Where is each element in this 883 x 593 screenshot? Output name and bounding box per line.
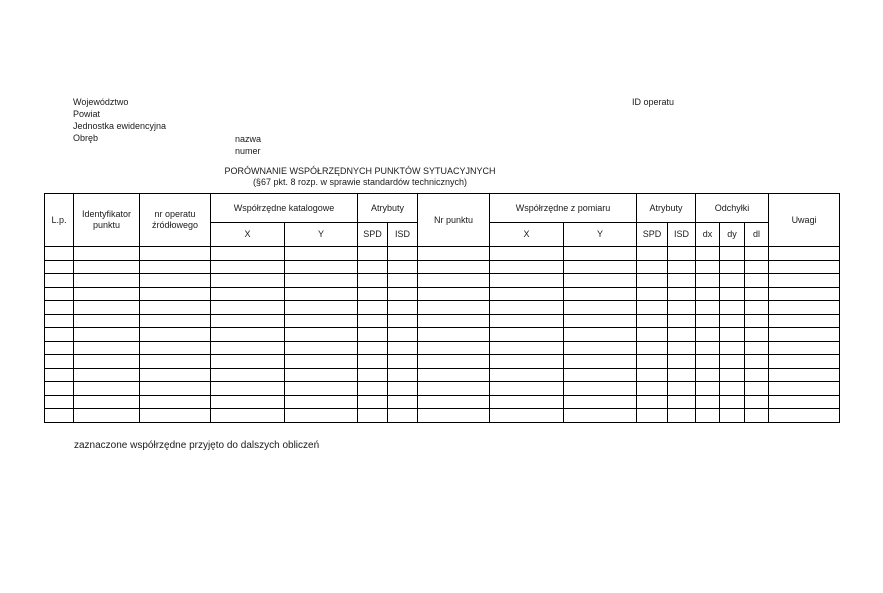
table-cell[interactable] <box>637 314 668 328</box>
table-cell[interactable] <box>696 341 720 355</box>
table-cell[interactable] <box>140 409 211 423</box>
table-cell[interactable] <box>211 341 285 355</box>
table-cell[interactable] <box>45 287 74 301</box>
table-cell[interactable] <box>668 260 696 274</box>
table-cell[interactable] <box>285 314 358 328</box>
table-cell[interactable] <box>745 328 769 342</box>
table-cell[interactable] <box>696 382 720 396</box>
table-cell[interactable] <box>490 395 564 409</box>
table-row <box>45 301 840 315</box>
table-cell[interactable] <box>564 274 637 288</box>
table-cell[interactable] <box>285 260 358 274</box>
table-cell[interactable] <box>418 274 490 288</box>
table-cell[interactable] <box>696 314 720 328</box>
table-cell[interactable] <box>745 355 769 369</box>
document-title-block <box>200 166 520 188</box>
table-cell[interactable] <box>285 409 358 423</box>
sub-header-isd-2: ISD <box>668 223 696 247</box>
sub-header-dl: dl <box>745 223 769 247</box>
table-cell[interactable] <box>564 368 637 382</box>
table-cell[interactable] <box>769 368 840 382</box>
table-cell[interactable] <box>696 409 720 423</box>
table-row <box>45 355 840 369</box>
table-cell[interactable] <box>418 287 490 301</box>
table-cell[interactable] <box>668 287 696 301</box>
table-cell[interactable] <box>211 247 285 261</box>
table-cell[interactable] <box>668 328 696 342</box>
table-cell[interactable] <box>45 395 74 409</box>
table-cell[interactable] <box>388 260 418 274</box>
table-cell[interactable] <box>564 247 637 261</box>
table-cell[interactable] <box>490 314 564 328</box>
table-cell[interactable] <box>769 260 840 274</box>
column-header-remarks: Uwagi <box>769 194 840 247</box>
table-cell[interactable] <box>696 260 720 274</box>
table-cell[interactable] <box>769 395 840 409</box>
table-cell[interactable] <box>490 274 564 288</box>
table-cell[interactable] <box>285 355 358 369</box>
table-cell[interactable] <box>45 247 74 261</box>
table-cell[interactable] <box>140 341 211 355</box>
number-label: numer <box>235 146 261 156</box>
table-row <box>45 287 840 301</box>
table-row <box>45 341 840 355</box>
table-cell[interactable] <box>745 409 769 423</box>
table-cell[interactable] <box>74 260 140 274</box>
table-cell[interactable] <box>668 247 696 261</box>
table-cell[interactable] <box>388 355 418 369</box>
table-cell[interactable] <box>564 314 637 328</box>
table-cell[interactable] <box>637 301 668 315</box>
table-cell[interactable] <box>745 247 769 261</box>
table-cell[interactable] <box>358 260 388 274</box>
table-cell[interactable] <box>720 287 745 301</box>
table-cell[interactable] <box>45 355 74 369</box>
table-cell[interactable] <box>769 341 840 355</box>
table-row <box>45 382 840 396</box>
table-cell[interactable] <box>668 409 696 423</box>
table-cell[interactable] <box>211 314 285 328</box>
table-body <box>45 247 840 423</box>
group-header-catalog-coordinates: Współrzędne katalogowe <box>211 194 358 223</box>
table-cell[interactable] <box>211 328 285 342</box>
table-cell[interactable] <box>418 382 490 396</box>
table-cell[interactable] <box>668 355 696 369</box>
table-cell[interactable] <box>769 274 840 288</box>
document-subtitle: (§67 pkt. 8 rozp. w sprawie standardów technicznych) <box>252 177 468 187</box>
table-cell[interactable] <box>388 409 418 423</box>
table-cell[interactable] <box>388 301 418 315</box>
column-header-lp: L.p. <box>45 194 74 247</box>
table-cell[interactable] <box>140 287 211 301</box>
table-cell[interactable] <box>388 368 418 382</box>
table-cell[interactable] <box>418 355 490 369</box>
table-cell[interactable] <box>285 368 358 382</box>
table-cell[interactable] <box>211 368 285 382</box>
county-label: Powiat <box>73 109 101 119</box>
table-cell[interactable] <box>720 314 745 328</box>
table-cell[interactable] <box>668 314 696 328</box>
table-cell[interactable] <box>490 355 564 369</box>
table-cell[interactable] <box>74 314 140 328</box>
table-row <box>45 247 840 261</box>
table-cell[interactable] <box>74 247 140 261</box>
table-cell[interactable] <box>769 328 840 342</box>
sub-header-dx: dx <box>696 223 720 247</box>
table-cell[interactable] <box>637 355 668 369</box>
table-cell[interactable] <box>388 328 418 342</box>
table-cell[interactable] <box>668 368 696 382</box>
table-cell[interactable] <box>358 395 388 409</box>
table-cell[interactable] <box>388 287 418 301</box>
table-cell[interactable] <box>720 328 745 342</box>
table-cell[interactable] <box>769 314 840 328</box>
sub-header-isd: ISD <box>388 223 418 247</box>
column-header-point-id: Identyfikator punktu <box>74 194 140 247</box>
table-cell[interactable] <box>45 409 74 423</box>
table-cell[interactable] <box>696 355 720 369</box>
table-cell[interactable] <box>140 368 211 382</box>
table-cell[interactable] <box>418 314 490 328</box>
table-cell[interactable] <box>388 395 418 409</box>
table-cell[interactable] <box>74 274 140 288</box>
table-cell[interactable] <box>490 301 564 315</box>
table-cell[interactable] <box>769 247 840 261</box>
table-cell[interactable] <box>637 341 668 355</box>
table-row <box>45 395 840 409</box>
table-cell[interactable] <box>418 328 490 342</box>
table-cell[interactable] <box>418 341 490 355</box>
table-cell[interactable] <box>564 409 637 423</box>
table-cell[interactable] <box>769 382 840 396</box>
table-cell[interactable] <box>45 368 74 382</box>
table-cell[interactable] <box>418 247 490 261</box>
table-cell[interactable] <box>564 328 637 342</box>
footer-note: zaznaczone współrzędne przyjęto do dalszych obliczeń <box>74 440 320 451</box>
table-cell[interactable] <box>418 409 490 423</box>
table-cell[interactable] <box>285 247 358 261</box>
table-cell[interactable] <box>769 409 840 423</box>
table-cell[interactable] <box>358 355 388 369</box>
table-cell[interactable] <box>358 247 388 261</box>
group-header-deviations: Odchyłki <box>696 194 769 223</box>
table-cell[interactable] <box>358 409 388 423</box>
sub-header-measured-y: Y <box>564 223 637 247</box>
header-name-number-labels <box>235 133 261 157</box>
table-cell[interactable] <box>45 314 74 328</box>
table-cell[interactable] <box>696 247 720 261</box>
table-cell[interactable] <box>668 274 696 288</box>
table-cell[interactable] <box>74 328 140 342</box>
group-header-attributes: Atrybuty <box>358 194 418 223</box>
sub-header-measured-x: X <box>490 223 564 247</box>
table-cell[interactable] <box>745 287 769 301</box>
table-cell[interactable] <box>211 287 285 301</box>
table-row <box>45 274 840 288</box>
table-cell[interactable] <box>668 301 696 315</box>
table-cell[interactable] <box>490 341 564 355</box>
table-cell[interactable] <box>418 301 490 315</box>
table-cell[interactable] <box>285 287 358 301</box>
table-cell[interactable] <box>637 287 668 301</box>
table-cell[interactable] <box>745 341 769 355</box>
table-cell[interactable] <box>745 382 769 396</box>
table-row <box>45 409 840 423</box>
table-cell[interactable] <box>74 301 140 315</box>
table-row <box>45 314 840 328</box>
table-cell[interactable] <box>769 301 840 315</box>
table-cell[interactable] <box>720 274 745 288</box>
table-cell[interactable] <box>388 274 418 288</box>
table-cell[interactable] <box>285 395 358 409</box>
table-cell[interactable] <box>720 247 745 261</box>
table-cell[interactable] <box>211 260 285 274</box>
table-cell[interactable] <box>720 355 745 369</box>
sub-header-spd-2: SPD <box>637 223 668 247</box>
table-cell[interactable] <box>637 328 668 342</box>
table-cell[interactable] <box>564 382 637 396</box>
table-cell[interactable] <box>418 260 490 274</box>
comparison-table <box>44 193 840 423</box>
table-row <box>45 260 840 274</box>
table-cell[interactable] <box>564 341 637 355</box>
table-cell[interactable] <box>490 247 564 261</box>
table-cell[interactable] <box>668 341 696 355</box>
table-cell[interactable] <box>140 382 211 396</box>
registration-unit-label: Jednostka ewidencyjna <box>73 121 167 131</box>
table-cell[interactable] <box>720 260 745 274</box>
table-cell[interactable] <box>74 368 140 382</box>
table-cell[interactable] <box>140 328 211 342</box>
table-cell[interactable] <box>211 409 285 423</box>
table-row <box>45 328 840 342</box>
table-cell[interactable] <box>45 274 74 288</box>
table-cell[interactable] <box>490 287 564 301</box>
table-cell[interactable] <box>745 260 769 274</box>
table-cell[interactable] <box>745 274 769 288</box>
table-cell[interactable] <box>74 355 140 369</box>
table-cell[interactable] <box>490 260 564 274</box>
table-cell[interactable] <box>285 341 358 355</box>
table-cell[interactable] <box>140 355 211 369</box>
column-header-source-operation: nr operatu źródłowego <box>140 194 211 247</box>
table-cell[interactable] <box>211 395 285 409</box>
table-cell[interactable] <box>388 314 418 328</box>
table-cell[interactable] <box>564 395 637 409</box>
table-cell[interactable] <box>564 260 637 274</box>
table-cell[interactable] <box>211 301 285 315</box>
table-cell[interactable] <box>745 314 769 328</box>
group-header-attributes-2: Atrybuty <box>637 194 696 223</box>
table-cell[interactable] <box>140 274 211 288</box>
table-cell[interactable] <box>696 274 720 288</box>
table-cell[interactable] <box>211 382 285 396</box>
table-cell[interactable] <box>45 260 74 274</box>
table-cell[interactable] <box>45 328 74 342</box>
table-cell[interactable] <box>696 395 720 409</box>
table-cell[interactable] <box>720 301 745 315</box>
table-cell[interactable] <box>720 382 745 396</box>
table-cell[interactable] <box>45 301 74 315</box>
table-cell[interactable] <box>211 355 285 369</box>
table-cell[interactable] <box>696 287 720 301</box>
table-cell[interactable] <box>74 382 140 396</box>
table-cell[interactable] <box>490 328 564 342</box>
sub-header-spd: SPD <box>358 223 388 247</box>
table-cell[interactable] <box>637 409 668 423</box>
table-cell[interactable] <box>418 395 490 409</box>
table-cell[interactable] <box>140 314 211 328</box>
sub-header-catalog-y: Y <box>285 223 358 247</box>
table-cell[interactable] <box>211 274 285 288</box>
table-cell[interactable] <box>637 395 668 409</box>
table-cell[interactable] <box>720 395 745 409</box>
precinct-label: Obręb <box>73 133 99 143</box>
table-cell[interactable] <box>74 409 140 423</box>
table-cell[interactable] <box>358 341 388 355</box>
sub-header-dy: dy <box>720 223 745 247</box>
table-cell[interactable] <box>637 368 668 382</box>
table-cell[interactable] <box>358 368 388 382</box>
table-cell[interactable] <box>745 395 769 409</box>
document-title: PORÓWNANIE WSPÓŁRZĘDNYCH PUNKTÓW SYTUACYJNYCH <box>224 166 496 176</box>
table-cell[interactable] <box>745 368 769 382</box>
table-cell[interactable] <box>358 382 388 396</box>
table-cell[interactable] <box>285 382 358 396</box>
table-cell[interactable] <box>637 274 668 288</box>
table-cell[interactable] <box>358 314 388 328</box>
table-cell[interactable] <box>388 382 418 396</box>
table-cell[interactable] <box>564 301 637 315</box>
table-cell[interactable] <box>140 260 211 274</box>
table-cell[interactable] <box>564 287 637 301</box>
table-cell[interactable] <box>45 382 74 396</box>
table-cell[interactable] <box>140 395 211 409</box>
table-cell[interactable] <box>769 355 840 369</box>
table-cell[interactable] <box>745 301 769 315</box>
table-cell[interactable] <box>637 260 668 274</box>
table-cell[interactable] <box>74 395 140 409</box>
table-cell[interactable] <box>696 328 720 342</box>
name-label: nazwa <box>235 134 262 144</box>
voivodeship-label: Województwo <box>73 97 129 107</box>
table-cell[interactable] <box>285 301 358 315</box>
column-header-point-number: Nr punktu <box>418 194 490 247</box>
sub-header-catalog-x: X <box>211 223 285 247</box>
table-cell[interactable] <box>418 368 490 382</box>
table-cell[interactable] <box>668 395 696 409</box>
table-row <box>45 368 840 382</box>
table-cell[interactable] <box>45 341 74 355</box>
table-cell[interactable] <box>358 287 388 301</box>
header-location-labels <box>73 96 166 144</box>
table-cell[interactable] <box>358 301 388 315</box>
table-cell[interactable] <box>490 368 564 382</box>
table-cell[interactable] <box>668 382 696 396</box>
table-cell[interactable] <box>769 287 840 301</box>
table-cell[interactable] <box>285 274 358 288</box>
operation-id-label: ID operatu <box>632 97 675 107</box>
table-cell[interactable] <box>720 368 745 382</box>
table-cell[interactable] <box>696 301 720 315</box>
group-header-measured-coordinates: Współrzędne z pomiaru <box>490 194 637 223</box>
table-cell[interactable] <box>490 409 564 423</box>
table-cell[interactable] <box>74 287 140 301</box>
table-cell[interactable] <box>564 355 637 369</box>
table-cell[interactable] <box>358 328 388 342</box>
table-cell[interactable] <box>140 247 211 261</box>
table-cell[interactable] <box>140 301 211 315</box>
table-cell[interactable] <box>720 341 745 355</box>
table-cell[interactable] <box>388 247 418 261</box>
table-cell[interactable] <box>696 368 720 382</box>
table-cell[interactable] <box>490 382 564 396</box>
table-cell[interactable] <box>358 274 388 288</box>
table-cell[interactable] <box>74 341 140 355</box>
table-cell[interactable] <box>720 409 745 423</box>
table-cell[interactable] <box>388 341 418 355</box>
table-cell[interactable] <box>637 382 668 396</box>
table-cell[interactable] <box>285 328 358 342</box>
table-cell[interactable] <box>637 247 668 261</box>
